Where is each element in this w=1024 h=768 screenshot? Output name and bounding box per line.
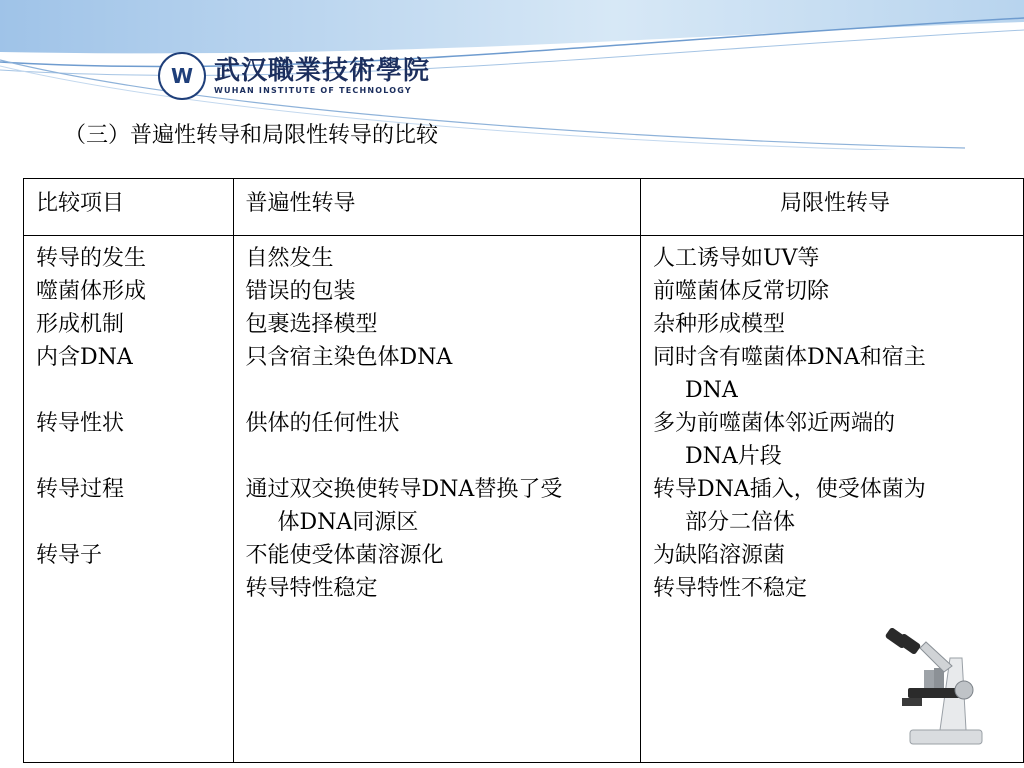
cell-line: 人工诱导如UV等 [652,246,820,271]
logo-chinese-name: 武汉職業技術學院 [214,56,431,86]
cell-line: 转导DNA插入，使受体菌为 [652,477,926,502]
cell-line: 为缺陷溶源菌 [652,543,785,568]
cell-line: 部分二倍体 [684,510,795,535]
cell-line: 不能使受体菌溶源化 [245,543,444,568]
cell-line: 体DNA同源区 [277,510,419,535]
cell-line: DNA片段 [684,444,782,469]
cell-line: 供体的任何性状 [245,411,400,436]
cell-line: 同时含有噬菌体DNA和宿主 [652,345,926,370]
cell-line: 转导过程 [36,477,125,502]
generalized-transduction-cell [233,236,640,763]
cell-line: 通过双交换使转导DNA替换了受 [245,477,563,502]
institute-logo [158,52,430,100]
cell-line: 错误的包装 [245,279,356,304]
cell-line: 包裹选择模型 [245,312,378,337]
spacer [36,440,227,473]
cell-line: 多为前噬菌体邻近两端的 [652,411,895,436]
cell-line: 前噬菌体反常切除 [652,279,829,304]
table-row [24,236,1024,763]
spacer [246,374,634,407]
microscope-icon [880,628,990,748]
spacer [36,374,227,407]
seal-icon: W [158,52,206,100]
slide-title: （三）普遍性转导和局限性转导的比较 [64,123,439,148]
cell-line: 杂种形成模型 [652,312,785,337]
cell-line: 转导的发生 [36,246,147,271]
cell-line: DNA [684,378,738,403]
logo-english-name: WUHAN INSTITUTE OF TECHNOLOGY [214,86,412,95]
cell-line: 内含DNA [36,345,133,370]
cell-line: 形成机制 [36,312,125,337]
comparison-table [23,178,1024,763]
table-header-row [24,179,1024,236]
header-cell: 普遍性转导 [233,179,640,236]
cell-line: 转导性状 [36,411,125,436]
header-cell: 比较项目 [24,179,234,236]
cell-line: 噬菌体形成 [36,279,147,304]
spacer [36,506,227,539]
cell-line: 转导特性稳定 [245,576,378,601]
cell-line: 只含宿主染色体DNA [245,345,453,370]
header-cell: 局限性转导 [640,179,1023,236]
cell-line: 自然发生 [245,246,334,271]
cell-line: 转导子 [36,543,103,568]
cell-line: 转导特性不稳定 [652,576,807,601]
spacer [246,440,634,473]
comparison-items-cell [24,236,234,763]
